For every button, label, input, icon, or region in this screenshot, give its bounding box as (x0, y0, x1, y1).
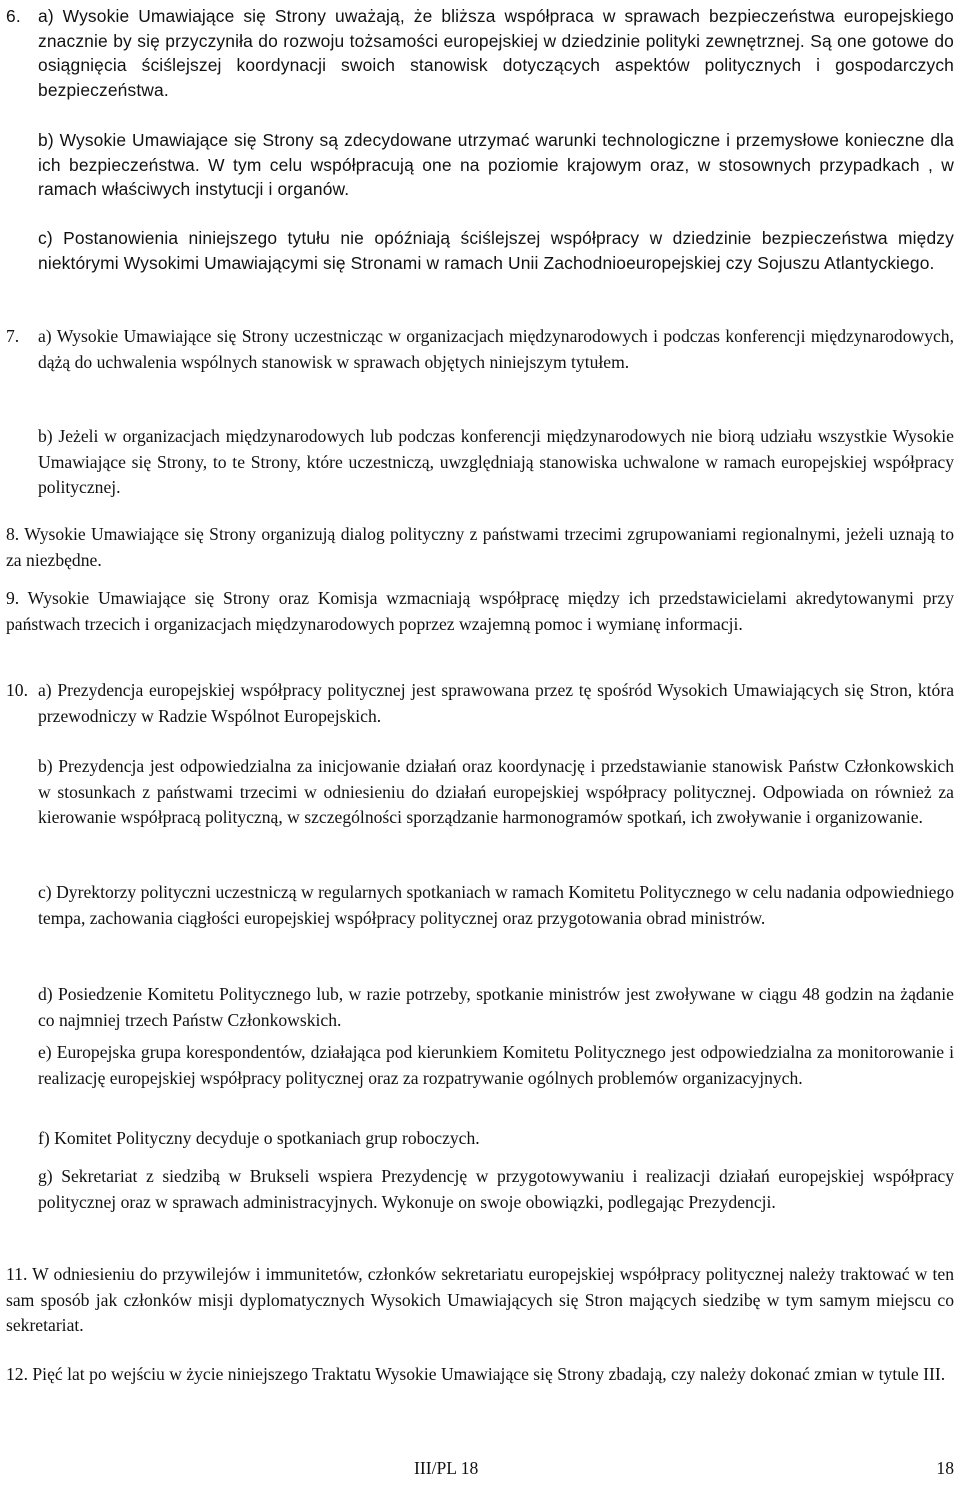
article-6c-text: c) Postanowienia niniejszego tytułu nie opóźniają ściślejszej współpracy w dziedzinie bezpieczeństwa między niektórymi Wysokimi Umawiającymi się Stronami w ramach Unii Zachodnioeuropejskiej czy Sojuszu Atlantyckiego. (38, 228, 954, 273)
article-9-text: 9. Wysokie Umawiające się Strony oraz Komisja wzmacniają współpracę między ich przedstawicielami akredytowanymi przy państwach trzecich i organizacjach międzynarodowych poprzez wzajemną pomoc i wymianę informacji. (6, 588, 954, 634)
article-10b-text: b) Prezydencja jest odpowiedzialna za inicjowanie działań oraz koordynację i przedstawianie stanowisk Państw Członkowskich w stosunkach z państwami trzecimi w odniesieniu do działań europejskiej współpracy politycznej. Odpowiada on również za kierowanie współpracą polityczną, w szczególności sporządzanie harmonogramów spotkań, ich zwoływanie i organizowanie. (38, 756, 954, 828)
article-10c-text: c) Dyrektorzy polityczni uczestniczą w regularnych spotkaniach w ramach Komitetu Politycznego w celu nadania odpowiedniego tempa, zachowania ciągłości europejskiej współpracy politycznej oraz przygotowania obrad ministrów. (38, 882, 954, 928)
article-6a-text: a) Wysokie Umawiające się Strony uważają, że bliższa współpraca w sprawach bezpieczeństwa europejskiego znacznie by się przyczyniła do rozwoju tożsamości europejskiej w dziedzinie polityki zewnętrznej. Są one gotowe do osiągnięcia ściślejszej koordynacji swoich stanowisk dotyczących aspektów politycznych i gospodarczych bezpieczeństwa. (38, 6, 954, 100)
article-7b-text: b) Jeżeli w organizacjach międzynarodowych lub podczas konferencji międzynarodowych nie biorą udziału wszystkie Wysokie Umawiające się Strony, to te Strony, które uczestniczą, uwzględniają stanowiska uchwalone w ramach europejskiej współpracy politycznej. (38, 426, 954, 498)
article-6b-text: b) Wysokie Umawiające się Strony są zdecydowane utrzymać warunki technologiczne i przemysłowe konieczne dla ich bezpieczeństwa. W tym celu współpracują one na poziomie krajowym oraz, w stosownych przypadkach , w ramach właściwych instytucji i organów. (38, 130, 954, 200)
article-12-text: 12. Pięć lat po wejściu w życie niniejszego Traktatu Wysokie Umawiające się Strony zbadają, czy należy dokonać zmian w tytule III. (6, 1364, 946, 1384)
article-10g-text: g) Sekretariat z siedzibą w Brukseli wspiera Prezydencję w przygotowywaniu i realizacji działań europejskiej współpracy politycznej oraz w sprawach administracyjnych. Wykonuje on swoje obowiązki, podlegając Prezydencji. (38, 1166, 954, 1212)
article-7-number: 7. (6, 326, 20, 346)
article-10f-text: f) Komitet Polityczny decyduje o spotkaniach grup roboczych. (38, 1128, 480, 1148)
article-10e-text: e) Europejska grupa korespondentów, działająca pod kierunkiem Komitetu Politycznego jest odpowiedzialna za monitorowanie i realizację europejskiej współpracy politycznej oraz za rozpatrywanie ogólnych problemów organizacyjnych. (38, 1042, 954, 1088)
article-7a-text: a) Wysokie Umawiające się Strony uczestnicząc w organizacjach międzynarodowych i podczas konferencji międzynarodowych, dążą do uchwalenia wspólnych stanowisk w sprawach objętych niniejszym tytułem. (38, 326, 954, 372)
article-10-number: 10. (6, 680, 28, 700)
article-6-number: 6. (6, 6, 21, 26)
article-10d-text: d) Posiedzenie Komitetu Politycznego lub, w razie potrzeby, spotkanie ministrów jest zwoływane w ciągu 48 godzin na żądanie co najmniej trzech Państw Członkowskich. (38, 984, 954, 1030)
article-10a-text: a) Prezydencja europejskiej współpracy politycznej jest sprawowana przez tę spośród Wysokich Umawiających się Stron, która przewodniczy w Radzie Wspólnot Europejskich. (38, 680, 954, 726)
article-11-text: 11. W odniesieniu do przywilejów i immunitetów, członków sekretariatu europejskiej współpracy politycznej należy traktować w ten sam sposób jak członków misji dyplomatycznych Wysokich Umawiających się Stron mających siedzibę w tym samym miejscu co sekretariat. (6, 1264, 954, 1336)
footer-page-number: 18 (936, 1458, 954, 1478)
article-8-text: 8. Wysokie Umawiające się Strony organizują dialog polityczny z państwami trzecimi zgrupowaniami regionalnymi, jeżeli uznają to za niezbędne. (6, 524, 954, 570)
footer-document-code: III/PL 18 (414, 1458, 479, 1478)
